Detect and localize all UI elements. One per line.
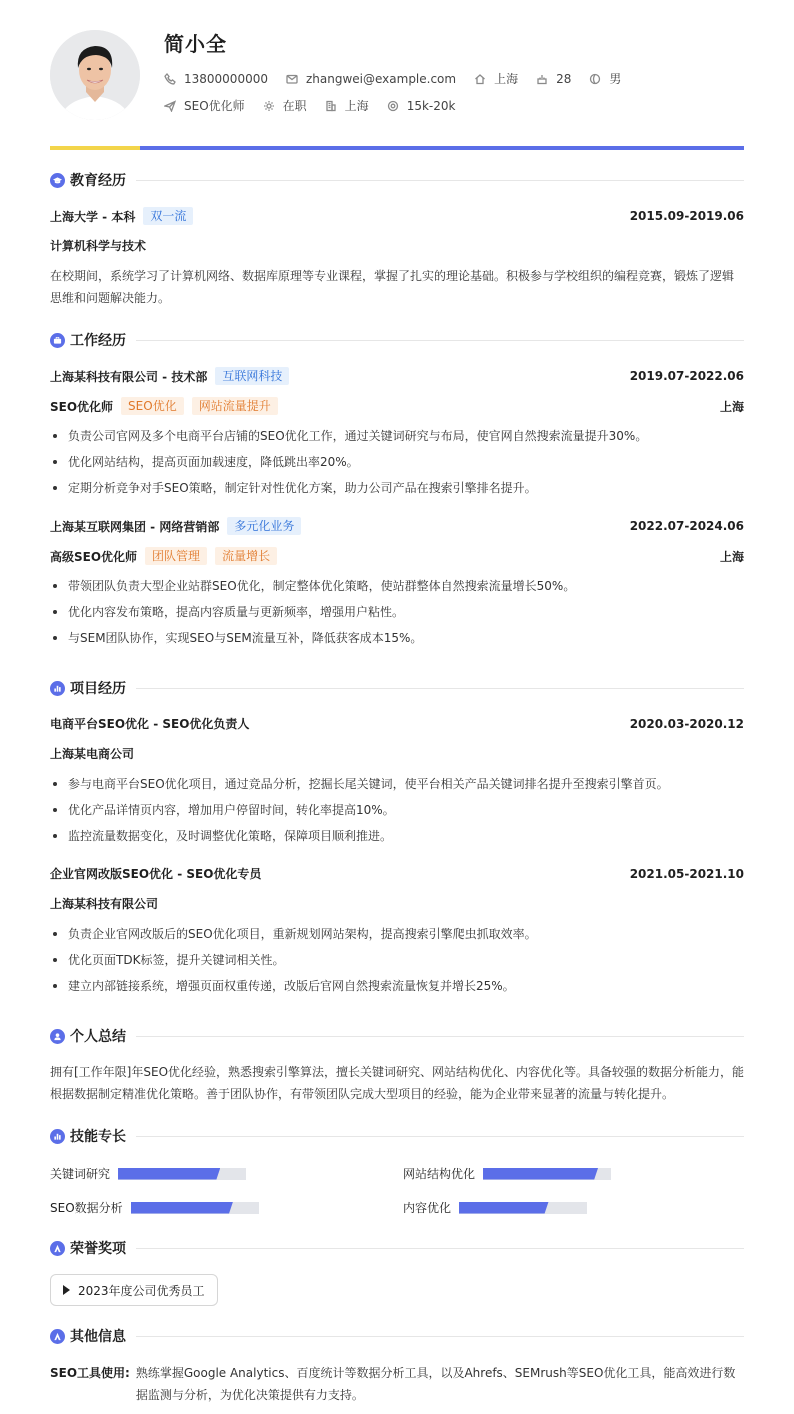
city-item xyxy=(325,97,369,114)
award-icon xyxy=(50,1329,65,1344)
section-education xyxy=(50,170,744,190)
job-location: 上海 xyxy=(719,549,744,564)
school-name: 上海大学 - 本科 xyxy=(50,209,136,224)
list-item: 优化内容发布策略，提高内容质量与更新频率，增强用户粘性。 xyxy=(50,599,744,625)
project-name: 电商平台SEO优化 - SEO优化负责人 xyxy=(50,717,250,731)
other-info-row xyxy=(50,1362,744,1406)
job-header-row xyxy=(50,517,744,535)
section-title-text: 教育经历 xyxy=(70,173,126,189)
candidate-name: 简小全 xyxy=(164,32,227,56)
phone-item xyxy=(164,72,268,86)
home-icon xyxy=(474,73,486,85)
phone-icon xyxy=(164,73,176,85)
position-text: SEO优化师 xyxy=(184,99,245,113)
salary-text: 15k-20k xyxy=(406,98,456,113)
list-item: 优化页面TDK标签，提升关键词相关性。 xyxy=(50,947,744,973)
section-projects xyxy=(50,678,744,698)
project-bullet-list xyxy=(50,771,744,849)
briefcase-icon xyxy=(50,333,65,348)
project-name: 企业官网改版SEO优化 - SEO优化专员 xyxy=(50,867,262,881)
gender-icon xyxy=(589,73,601,85)
job-period: 2022.07-2024.06 xyxy=(629,519,744,533)
section-skills xyxy=(50,1126,744,1146)
education-header-row xyxy=(50,207,744,225)
coin-icon xyxy=(387,100,399,112)
honor-text: 2023年度公司优秀员工 xyxy=(78,1283,205,1298)
list-item: 带领团队负责大型企业站群SEO优化，制定整体优化策略，使站群整体自然搜索流量增长50%。 xyxy=(50,573,744,599)
section-honors xyxy=(50,1238,744,1258)
project-period: 2021.05-2021.10 xyxy=(629,866,744,881)
email-item xyxy=(286,72,456,86)
job-period: 2019.07-2022.06 xyxy=(629,369,744,383)
section-title-text: 工作经历 xyxy=(70,333,126,349)
section-rule xyxy=(136,688,744,689)
section-rule xyxy=(136,1036,744,1037)
gender-text: 男 xyxy=(609,72,622,86)
project-header-row xyxy=(50,715,744,732)
age-text: 28 xyxy=(556,71,572,86)
skill-name: SEO数据分析 xyxy=(50,1201,123,1215)
list-item: 负责企业官网改版后的SEO优化项目，重新规划网站架构，提高搜索引擎爬虫抓取效率。 xyxy=(50,921,744,947)
section-title-text: 荣誉奖项 xyxy=(70,1241,126,1257)
age-item xyxy=(536,72,571,86)
company-tag: 多元化业务 xyxy=(227,517,301,535)
status-text: 在职 xyxy=(282,99,307,113)
section-work xyxy=(50,330,744,350)
header-divider-bar xyxy=(50,146,744,150)
salary-item xyxy=(387,99,456,113)
project-header-row xyxy=(50,865,744,882)
skill-bar-fill xyxy=(118,1168,220,1180)
skill-item xyxy=(50,1165,246,1182)
hometown-item xyxy=(474,70,518,87)
section-title-text: 技能专长 xyxy=(70,1129,126,1145)
section-rule xyxy=(136,180,744,181)
status-item xyxy=(263,97,307,114)
graduation-cap-icon xyxy=(50,173,65,188)
section-rule xyxy=(136,1336,744,1337)
job-bullet-list xyxy=(50,423,744,501)
project-company-row xyxy=(50,745,744,762)
education-description: 在校期间，系统学习了计算机网络、数据库原理等专业课程，掌握了扎实的理论基础。积极参与学校组织的编程竞赛，锻炼了逻辑思维和问题解决能力。 xyxy=(50,269,735,305)
job-intent-row xyxy=(164,97,473,114)
skill-bar xyxy=(459,1202,587,1214)
send-icon xyxy=(164,100,176,112)
user-icon xyxy=(50,1029,65,1044)
skill-bar-fill xyxy=(483,1168,598,1180)
project-period: 2020.03-2020.12 xyxy=(629,716,744,731)
section-title-text: 其他信息 xyxy=(70,1329,126,1345)
section-rule xyxy=(136,340,744,341)
project-bullet-list xyxy=(50,921,744,999)
school-tag: 双一流 xyxy=(143,207,193,225)
skill-bar-fill xyxy=(459,1202,549,1214)
caret-right-icon xyxy=(63,1285,70,1295)
role-tag: 流量增长 xyxy=(215,547,277,565)
other-info-text: 熟练掌握Google Analytics、百度统计等数据分析工具，以及Ahrefs、SEMrush等SEO优化工具，能高效进行数据监测与分析，为优化决策提供有力支持。 xyxy=(135,1366,736,1402)
list-item: 建立内部链接系统，增强页面权重传递，改版后官网自然搜索流量恢复并增长25%。 xyxy=(50,973,744,999)
job-location: 上海 xyxy=(719,399,744,414)
other-info-label: SEO工具使用: xyxy=(50,1366,130,1380)
skill-bar xyxy=(118,1168,246,1180)
major-row xyxy=(50,237,744,254)
project-company: 上海某电商公司 xyxy=(50,747,135,761)
list-item: 优化网站结构，提高页面加载速度，降低跳出率20%。 xyxy=(50,449,744,475)
job-bullet-list xyxy=(50,573,744,651)
summary-text: 拥有[工作年限]年SEO优化经验，熟悉搜索引擎算法，擅长关键词研究、网站结构优化、内容优化等。具备较强的数据分析能力，能根据数据制定精准优化策略。善于团队协作，有带领团队完成大型项目的经验，能为企业带来显著的流量与转化提升。 xyxy=(50,1065,745,1101)
award-icon xyxy=(50,1241,65,1256)
skill-bar xyxy=(131,1202,259,1214)
skill-item xyxy=(403,1165,611,1182)
skill-bar xyxy=(483,1168,611,1180)
job-role: 高级SEO优化师 xyxy=(50,549,138,564)
section-rule xyxy=(136,1136,744,1137)
company-tag: 互联网科技 xyxy=(215,367,289,385)
bar-chart-icon xyxy=(50,1129,65,1144)
skill-name: 关键词研究 xyxy=(50,1167,111,1181)
section-rule xyxy=(136,1248,744,1249)
list-item: 参与电商平台SEO优化项目，通过竞品分析，挖掘长尾关键词，使平台相关产品关键词排名提升至搜索引擎首页。 xyxy=(50,771,744,797)
job-role: SEO优化师 xyxy=(50,399,114,414)
skill-item xyxy=(50,1199,259,1216)
section-other xyxy=(50,1326,744,1346)
job-company: 上海某科技有限公司 - 技术部 xyxy=(50,369,208,384)
list-item: 监控流量数据变化，及时调整优化策略，保障项目顺利推进。 xyxy=(50,823,744,849)
project-company: 上海某科技有限公司 xyxy=(50,897,159,911)
role-tag: 网站流量提升 xyxy=(192,397,278,415)
avatar xyxy=(50,30,140,120)
resume-header xyxy=(50,0,744,150)
list-item: 负责公司官网及多个电商平台店铺的SEO优化工作，通过关键词研究与布局，使官网自然搜索流量提升30%。 xyxy=(50,423,744,449)
list-item: 优化产品详情页内容，增加用户停留时间，转化率提高10%。 xyxy=(50,797,744,823)
city-text: 上海 xyxy=(344,99,369,113)
list-item: 定期分析竞争对手SEO策略，制定针对性优化方案，助力公司产品在搜索引擎排名提升。 xyxy=(50,475,744,501)
bar-chart-icon xyxy=(50,681,65,696)
skill-name: 网站结构优化 xyxy=(403,1167,476,1181)
cake-icon xyxy=(536,73,548,85)
contact-row xyxy=(164,70,639,87)
job-company: 上海某互联网集团 - 网络营销部 xyxy=(50,519,220,534)
job-role-row xyxy=(50,547,744,565)
honor-item[interactable] xyxy=(50,1274,218,1306)
education-period: 2015.09-2019.06 xyxy=(629,209,744,223)
job-header-row xyxy=(50,367,744,385)
email-text: zhangwei@example.com xyxy=(305,71,457,86)
mail-icon xyxy=(286,73,298,85)
phone-text: 13800000000 xyxy=(184,71,268,86)
skill-name: 内容优化 xyxy=(403,1201,452,1215)
gender-item xyxy=(589,70,621,87)
list-item: 与SEM团队协作，实现SEO与SEM流量互补，降低获客成本15%。 xyxy=(50,625,744,651)
section-summary xyxy=(50,1026,744,1046)
gear-icon xyxy=(263,100,275,112)
position-item xyxy=(164,97,245,114)
avatar-portrait-icon xyxy=(50,30,140,120)
building-icon xyxy=(325,100,337,112)
major-name: 计算机科学与技术 xyxy=(50,239,147,253)
skill-bar-fill xyxy=(131,1202,233,1214)
skill-item xyxy=(403,1199,587,1216)
section-title-text: 个人总结 xyxy=(70,1029,126,1045)
header-divider-accent xyxy=(50,146,140,150)
job-role-row xyxy=(50,397,744,415)
section-title-text: 项目经历 xyxy=(70,681,126,697)
role-tag: SEO优化 xyxy=(121,397,184,415)
project-company-row xyxy=(50,895,744,912)
hometown-text: 上海 xyxy=(494,72,519,86)
role-tag: 团队管理 xyxy=(145,547,207,565)
